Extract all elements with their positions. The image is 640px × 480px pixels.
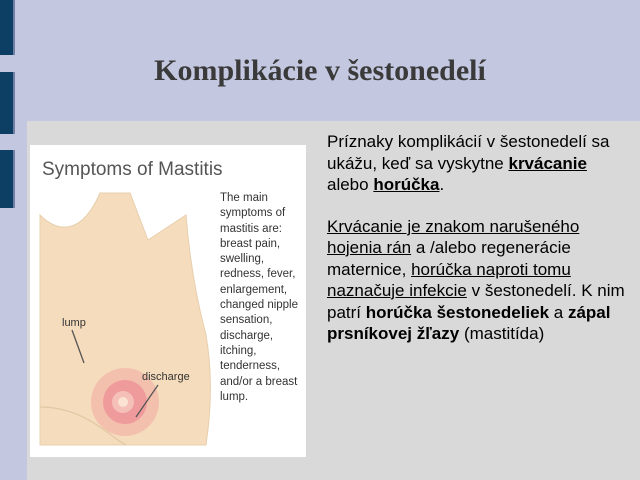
p1-text-c: alebo xyxy=(327,175,374,194)
p2-text-d: v šestonedelí. K nim patrí xyxy=(327,281,625,322)
figure-title: Symptoms of Mastitis xyxy=(42,159,223,180)
paragraph-2 xyxy=(327,216,627,345)
body-text xyxy=(327,131,627,345)
lump-label: lump xyxy=(62,317,86,329)
keyword-bleeding: krvácanie xyxy=(508,153,587,173)
p2-underlined-c: horúčka naproti tomu naznačuje infekcie xyxy=(327,259,571,300)
p1-text-a: Príznaky komplikácií v šestonedelí sa ukážu, keď sa vyskytne xyxy=(327,132,610,173)
paragraph-1 xyxy=(327,131,627,196)
decorative-bar-bottom xyxy=(0,150,15,208)
p2-text-b: a /alebo regenerácie maternice, xyxy=(327,238,571,279)
figure-description: The main symptoms of mastitis are: breast pain, swelling, redness, fever, enlargement, changed nipple sensation, discharge, itching, tenderness, and/or a breast lump. xyxy=(220,192,299,403)
mastitis-figure xyxy=(30,145,306,457)
p2-text-h: (mastitída) xyxy=(459,324,545,343)
keyword-fever: horúčka xyxy=(373,175,440,194)
p2-text-f: a xyxy=(549,302,568,322)
p1-text-e: . xyxy=(439,175,445,194)
keyword-mastitis: zápal prsníkovej žľazy xyxy=(327,302,611,343)
slide-title: Komplikácie v šestonedelí xyxy=(154,54,486,87)
discharge-label: discharge xyxy=(142,371,190,383)
keyword-puerperal-fever: horúčka šestonedeliek xyxy=(365,302,550,322)
p2-underlined-a: Krvácanie je znakom narušeného hojenia rán xyxy=(327,216,580,257)
decorative-bar-top xyxy=(0,0,15,55)
